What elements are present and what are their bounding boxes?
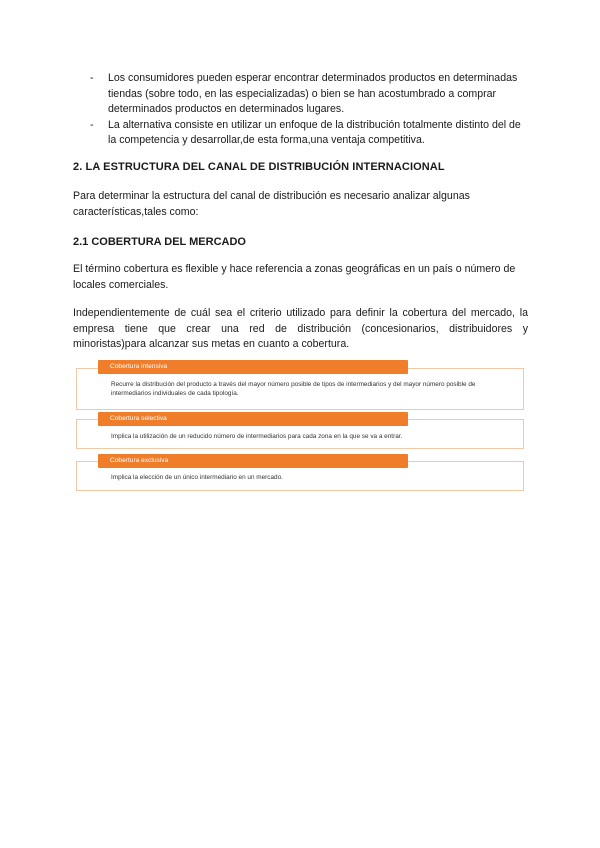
coverage-description-selective: Implica la utilización de un reducido número de intermediarios para cada zona en la que se va a entrar.	[111, 433, 403, 440]
coverage-description-exclusive: Implica la elección de un único intermediario en un mercado.	[111, 474, 283, 481]
paragraph: El término cobertura es flexible y hace referencia a zonas geográficas en un país o número de locales comerciales.	[73, 263, 516, 291]
bullet-list	[90, 71, 530, 149]
coverage-label-selective: Cobertura selectiva	[98, 412, 408, 426]
section-heading: 2. LA ESTRUCTURA DEL CANAL DE DISTRIBUCIÓN INTERNACIONAL	[73, 161, 445, 173]
coverage-description-intensive: Recurre la distribución del producto a través del mayor número posible de tipos de intermediarios y del mayor número posible de intermediarios individuales de cada tipología.	[111, 381, 476, 398]
list-item	[90, 118, 530, 149]
subsection-heading: 2.1 COBERTURA DEL MERCADO	[73, 236, 246, 248]
list-item	[90, 71, 530, 118]
paragraph: Independientemente de cuál sea el criterio utilizado para definir la cobertura del mercado, la empresa tiene que crear una red de distribución (concesionarios, distribuidores y minoristas)para alcanzar sus metas en cuanto a cobertura.	[73, 307, 528, 350]
bullet-text: La alternativa consiste en utilizar un enfoque de la distribución totalmente distinto del de la competencia y desarrollar,de esta forma,una ventaja competitiva.	[108, 118, 521, 146]
coverage-label-exclusive: Cobertura exclusiva	[98, 454, 408, 468]
coverage-label-intensive: Cobertura intensiva	[98, 360, 408, 374]
bullet-dash: -	[90, 72, 94, 84]
coverage-diagram	[76, 359, 524, 493]
section-intro: Para determinar la estructura del canal de distribución es necesario analizar algunas características,tales como:	[73, 190, 470, 218]
bullet-dash: -	[90, 118, 94, 131]
bullet-text: Los consumidores pueden esperar encontrar determinados productos en determinadas tiendas (sobre todo, en las especializadas) o bien se han acostumbrado a comprar determinados productos en determinados lugares.	[108, 72, 518, 115]
